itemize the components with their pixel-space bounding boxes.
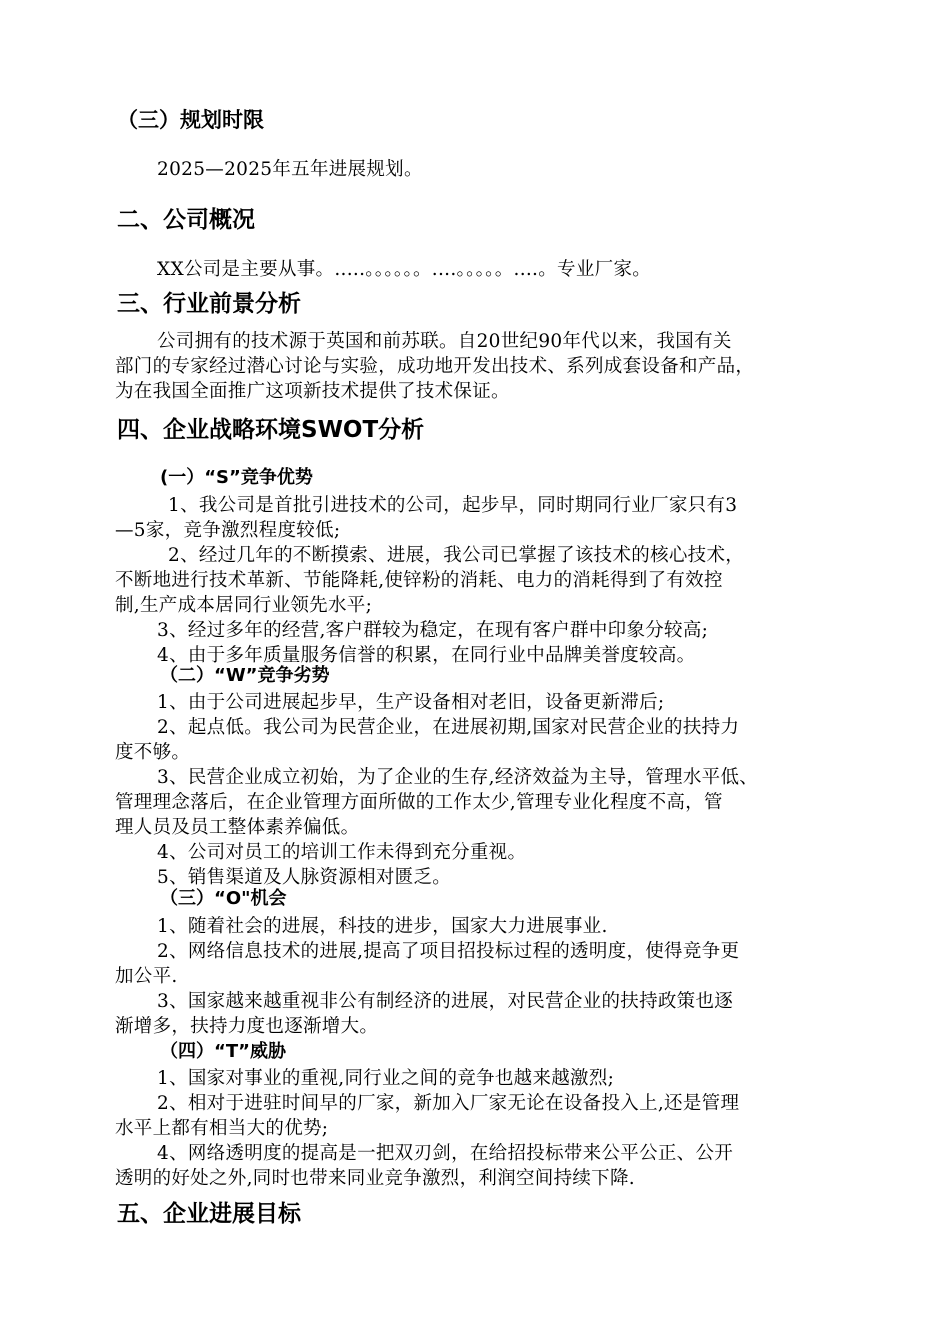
paragraph-planning-period: 2025—2025年五年进展规划。 (157, 159, 423, 180)
swot-strengths-title: (一）“S”竞争优势 (160, 467, 313, 488)
list-item: 4、由于多年质量服务信誉的积累，在同行业中品牌美誉度较高。 (157, 645, 696, 666)
swot-strengths-list (115, 493, 860, 668)
text-line: 为在我国全面推广这项新技术提供了技术保证。 (115, 381, 510, 402)
list-item-cont: 渐增多，扶持力度也逐渐增大。 (115, 1016, 379, 1037)
heading-company-overview: 二、公司概况 (117, 207, 255, 233)
heading-industry-outlook: 三、行业前景分析 (117, 291, 301, 317)
list-item: 3、经过多年的经营,客户群较为稳定，在现有客户群中印象分较高; (157, 620, 709, 641)
list-item: 3、民营企业成立初始，为了企业的生存,经济效益为主导，管理水平低、 (157, 767, 759, 788)
list-item: 1、我公司是首批引进技术的公司，起步早，同时期同行业厂家只有3 (168, 495, 738, 516)
list-item: 2、网络信息技术的进展,提高了项目招投标过程的透明度，使得竞争更 (157, 941, 740, 962)
list-item: 2、相对于进驻时间早的厂家，新加入厂家无论在设备投入上,还是管理 (157, 1093, 740, 1114)
paragraph-company-overview: XX公司是主要从事。.....。。。。。。....。。。。。....。专业厂家。 (157, 259, 652, 280)
swot-opportunities-list (115, 914, 860, 1039)
paragraph-industry-outlook (115, 329, 860, 404)
heading-planning-period: （三）规划时限 (117, 108, 264, 132)
swot-weaknesses-title: （二）“W”竞争劣势 (160, 665, 330, 686)
list-item: 3、国家越来越重视非公有制经济的进展，对民营企业的扶持政策也逐 (157, 991, 734, 1012)
list-item: 1、由于公司进展起步早，生产设备相对老旧，设备更新滞后; (157, 692, 665, 713)
list-item: 1、国家对事业的重视,同行业之间的竞争也越来越激烈; (157, 1068, 615, 1089)
list-item-cont: —5家，竞争激烈程度较低; (115, 520, 341, 541)
list-item: 2、经过几年的不断摸索、进展，我公司已掌握了该技术的核心技术， (168, 545, 745, 566)
list-item-cont: 水平上都有相当大的优势; (115, 1118, 329, 1139)
list-item-cont: 制,生产成本居同行业领先水平; (115, 595, 373, 616)
text-line: 部门的专家经过潜心讨论与实验，成功地开发出技术、系列成套设备和产品， (115, 356, 755, 377)
list-item-cont: 理人员及员工整体素养偏低。 (115, 817, 360, 838)
list-item-cont: 不断地进行技术革新、节能降耗,使锌粉的消耗、电力的消耗得到了有效控 (115, 570, 723, 591)
list-item: 4、公司对员工的培训工作未得到充分重视。 (157, 842, 527, 863)
list-item: 1、随着社会的进展，科技的进步，国家大力进展事业. (157, 916, 608, 937)
heading-development-goals: 五、企业进展目标 (117, 1201, 301, 1227)
swot-weaknesses-list (115, 690, 860, 890)
heading-swot: 四、企业战略环境SWOT分析 (117, 417, 425, 443)
swot-threats-title: （四）“T”威胁 (160, 1041, 286, 1062)
swot-threats-list (115, 1066, 860, 1191)
swot-opportunities-title: （三）“O"机会 (160, 888, 287, 909)
list-item: 4、网络透明度的提高是一把双刃剑，在给招投标带来公平公正、公开 (157, 1143, 734, 1164)
list-item-cont: 透明的好处之外,同时也带来同业竞争激烈，利润空间持续下降. (115, 1168, 635, 1189)
list-item-cont: 管理理念落后，在企业管理方面所做的工作太少,管理专业化程度不高，管 (115, 792, 723, 813)
list-item-cont: 加公平. (115, 966, 178, 987)
list-item-cont: 度不够。 (115, 742, 191, 763)
list-item: 5、销售渠道及人脉资源相对匮乏。 (157, 867, 452, 888)
text-line: 公司拥有的技术源于英国和前苏联。自20世纪90年代以来，我国有关 (157, 331, 732, 352)
list-item: 2、起点低。我公司为民营企业，在进展初期,国家对民营企业的扶持力 (157, 717, 740, 738)
